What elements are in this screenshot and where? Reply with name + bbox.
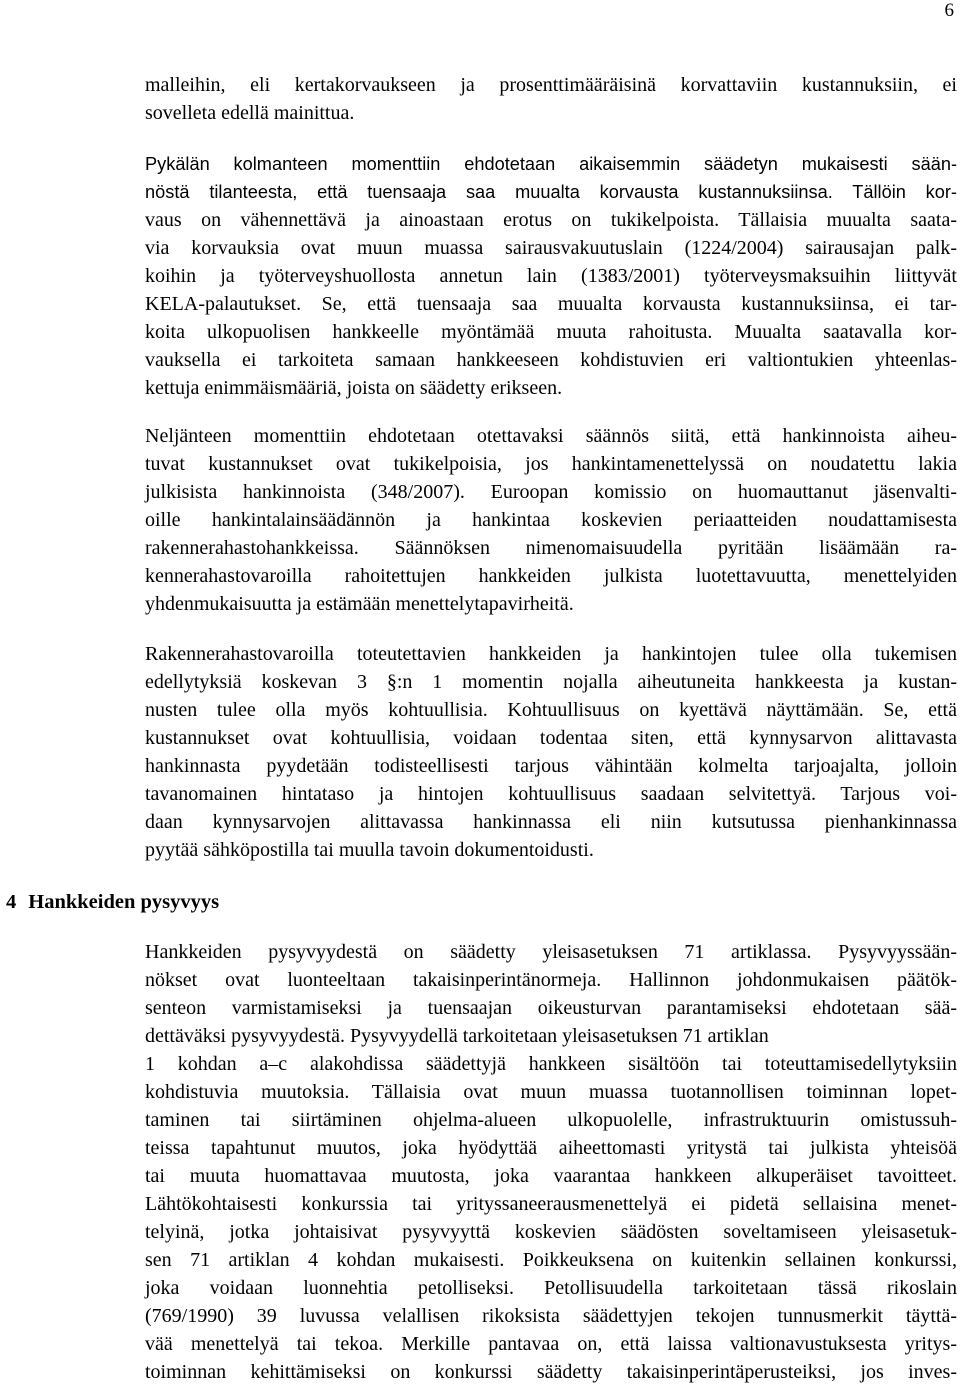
text-line: telyinä, jotka johtaisivat pysyvyyttä koskevien säädösten soveltamiseen yleisasetuk- — [145, 1221, 957, 1243]
text-line: edellytyksiä koskevan 3 §:n 1 momentin nojalla aiheutuneita hankkeesta ja kustan- — [145, 671, 957, 693]
section-heading — [6, 888, 219, 916]
text-line: nökset ovat luonteeltaan takaisinperintänormeja. Hallinnon johdonmukaisen päätök- — [145, 969, 957, 991]
text-line: nöstä tilanteesta, että tuensaaja saa muualta korvausta kustannuksiinsa. Tällöin kor- — [145, 182, 957, 202]
text-line: tuvat kustannukset ovat tukikelpoisia, jos hankintamenettelyssä on noudatettu lakia — [145, 453, 957, 475]
section-number: 4 — [6, 891, 17, 913]
paragraph-3 — [145, 422, 957, 618]
section-title: Hankkeiden pysyvyys — [28, 891, 220, 913]
paragraph-2 — [145, 150, 957, 402]
text-line: kohdistuvia muutoksia. Tällaisia ovat muun muassa tuotannollisen toiminnan lopet- — [145, 1081, 957, 1103]
text-line: 1 kohdan a–c alakohdissa säädettyjä hankkeen sisältöön tai toteuttamisedellytyksiin — [145, 1053, 957, 1075]
text-line: malleihin, eli kertakorvaukseen ja prosenttimääräisinä korvattaviin kustannuksiin, ei — [145, 74, 957, 96]
text-line: sovelleta edellä mainittua. — [145, 102, 355, 124]
text-line: tai muuta huomattavaa muutosta, joka vaarantaa hankkeen alkuperäiset tavoitteet. — [145, 1165, 957, 1187]
text-line: Pykälän kolmanteen momenttiin ehdotetaan aikaisemmin säädetyn mukaisesti sään- — [145, 154, 957, 174]
text-line: KELA-palautukset. Se, että tuensaaja saa muualta korvausta kustannuksiinsa, ei tar- — [145, 293, 957, 315]
text-line: sen 71 artiklan 4 kohdan mukaisesti. Poikkeuksena on kuitenkin sellainen konkurssi, — [145, 1249, 957, 1271]
paragraph-5 — [145, 938, 957, 1386]
text-line: julkisista hankinnoista (348/2007). Euroopan komissio on huomauttanut jäsenvalti- — [145, 481, 957, 503]
text-line: tavanomainen hintataso ja hintojen kohtuullisuus saadaan selvitettyä. Tarjous voi- — [145, 783, 957, 805]
text-line: via korvauksia ovat muun muassa sairausvakuutuslain (1224/2004) sairausajan palk- — [145, 237, 957, 259]
text-line: daan kynnysarvojen alittavassa hankinnassa eli niin kutsutussa pienhankinnassa — [145, 811, 957, 833]
text-line: dettäväksi pysyvyydestä. Pysyvyydellä tarkoitetaan yleisasetuksen 71 artiklan — [145, 1025, 769, 1047]
page-number: 6 — [944, 0, 954, 21]
paragraph-4 — [145, 640, 957, 864]
text-line: kettuja enimmäismääriä, joista on säädetty erikseen. — [145, 377, 563, 399]
text-line: Lähtökohtaisesti konkurssia tai yrityssaneerausmenettelyä ei pidetä sellaisina menet- — [145, 1193, 957, 1215]
text-line: (769/1990) 39 luvussa velallisen rikoksista säädettyjen tekojen tunnusmerkit täyttä- — [145, 1305, 957, 1327]
text-line: koita ulkopuolisen hankkeelle myöntämää muuta rahoitusta. Muualta saatavalla kor- — [145, 321, 957, 343]
text-line: vää menettelyä tai tekoa. Merkille pantavaa on, että laissa valtionavustuksesta yritys- — [145, 1333, 957, 1355]
paragraph-1 — [145, 71, 957, 127]
text-line: rakennerahastohankkeissa. Säännöksen nimenomaisuudella pyritään lisäämään ra- — [145, 537, 957, 559]
text-line: teissa tapahtunut muutos, joka hyödyttää aiheettomasti yritystä tai julkista yhteisöä — [145, 1137, 957, 1159]
text-line: nusten tulee olla myös kohtuullisia. Kohtuullisuus on kyettävä näyttämään. Se, että — [145, 699, 957, 721]
text-line: oille hankintalainsäädännön ja hankintaa koskevien periaatteiden noudattamisesta — [145, 509, 957, 531]
text-line: Hankkeiden pysyvyydestä on säädetty yleisasetuksen 71 artiklassa. Pysyvyyssään- — [145, 941, 957, 963]
text-line: senteon varmistamiseksi ja tuensaajan oikeusturvan parantamiseksi ehdotetaan sää- — [145, 997, 957, 1019]
text-line: kennerahastovaroilla rahoitettujen hankkeiden julkista luotettavuutta, menettelyiden — [145, 565, 957, 587]
text-line: koihin ja työterveyshuollosta annetun lain (1383/2001) työterveysmaksuihin liittyvät — [145, 265, 957, 287]
text-line: taminen tai siirtäminen ohjelma-alueen ulkopuolelle, infrastruktuurin omistussuh- — [145, 1109, 957, 1131]
text-line: joka voidaan luonnehtia petolliseksi. Petollisuudella tarkoitetaan tässä rikoslain — [145, 1277, 957, 1299]
text-line: Neljänteen momenttiin ehdotetaan otettavaksi säännös siitä, että hankinnoista aiheu- — [145, 425, 957, 447]
text-line: pyytää sähköpostilla tai muulla tavoin dokumentoidusti. — [145, 839, 594, 861]
text-line: Rakennerahastovaroilla toteutettavien hankkeiden ja hankintojen tulee olla tukemisen — [145, 643, 957, 665]
text-line: kustannukset ovat kohtuullisia, voidaan todentaa siten, että kynnysarvon alittavasta — [145, 727, 957, 749]
text-line: toiminnan kehittämiseksi on konkurssi säädetty takaisinperintäperusteiksi, jos inves- — [145, 1361, 957, 1383]
text-line: vaus on vähennettävä ja ainoastaan erotus on tukikelpoista. Tällaisia muualta saata- — [145, 209, 957, 231]
text-line: yhdenmukaisuutta ja estämään menettelytapavirheitä. — [145, 593, 574, 615]
text-line: hankinnasta pyydetään todisteellisesti tarjous vähintään kolmelta tarjoajalta, jolloin — [145, 755, 957, 777]
text-line: vauksella ei tarkoiteta samaan hankkeeseen kohdistuvien eri valtiontukien yhteenlas- — [145, 349, 957, 371]
